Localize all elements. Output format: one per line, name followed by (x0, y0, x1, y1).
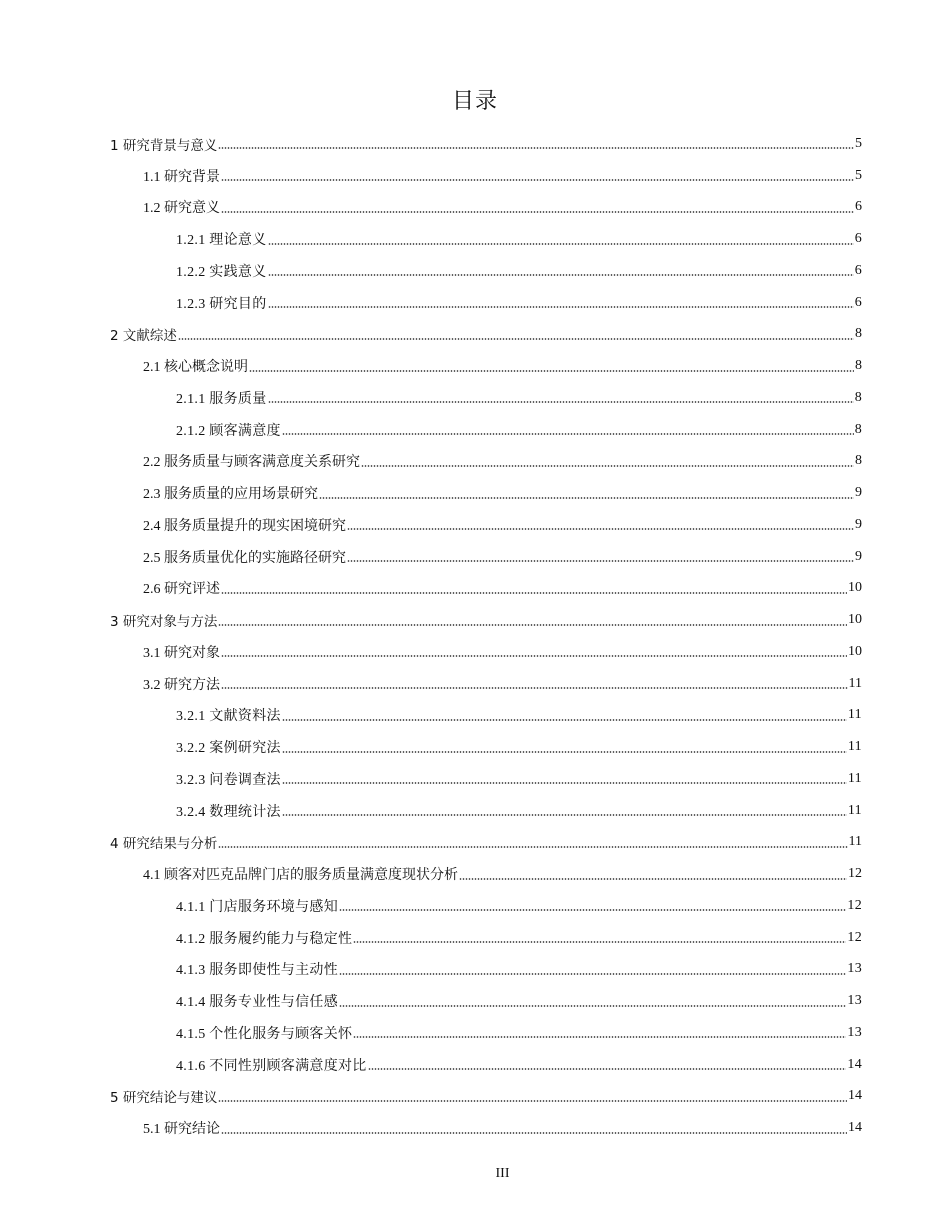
toc-entry-label: 1 研究背景与意义 (110, 137, 218, 154)
toc-entry[interactable] (110, 255, 862, 287)
toc-entry[interactable] (110, 985, 862, 1017)
toc-entry-page: 11 (848, 834, 862, 850)
toc-entry-page: 6 (854, 231, 862, 247)
toc-entry-label: 3.2.4 数理统计法 (176, 804, 281, 820)
page-title: 目录 (451, 89, 498, 114)
dot-leader (282, 814, 847, 816)
toc-entry-label: 1.2.3 研究目的 (176, 296, 267, 312)
toc-entry[interactable] (110, 1081, 862, 1113)
dot-leader (221, 655, 847, 657)
toc-entry-page: 8 (855, 326, 862, 342)
dot-leader (353, 941, 846, 943)
toc-entry-page: 11 (847, 707, 862, 723)
dot-leader (319, 497, 854, 499)
toc-entry-page: 13 (847, 993, 862, 1009)
toc-entry[interactable] (110, 827, 862, 859)
toc-entry[interactable] (110, 414, 862, 446)
dot-leader (218, 846, 847, 848)
dot-leader (353, 1036, 846, 1038)
toc-entry-page: 14 (848, 1120, 862, 1136)
toc-entry-label: 4.1.6 不同性别顾客满意度对比 (176, 1058, 367, 1074)
toc-entry-page: 9 (855, 548, 862, 564)
toc-entry-label: 5 研究结论与建议 (110, 1090, 218, 1107)
toc-entry-page: 6 (854, 262, 862, 278)
dot-leader (268, 401, 854, 403)
dot-leader (347, 560, 854, 562)
toc-entry[interactable] (110, 636, 862, 668)
toc-entry-page: 10 (848, 580, 862, 596)
dot-leader (221, 211, 854, 213)
toc-entry-page: 12 (847, 929, 862, 945)
toc-entry[interactable] (110, 128, 862, 160)
toc-entry-label: 3 研究对象与方法 (110, 614, 218, 631)
dot-leader (221, 592, 847, 594)
toc-entry-label: 1.1 研究背景 (143, 169, 220, 185)
toc-entry-page: 6 (855, 199, 862, 215)
toc-entry-label: 3.1 研究对象 (143, 645, 220, 661)
toc-entry[interactable] (110, 795, 862, 827)
toc-entry-page: 5 (855, 135, 862, 151)
toc-entry-label: 3.2 研究方法 (143, 677, 220, 693)
toc-entry-page: 8 (855, 453, 862, 469)
toc-entry-label: 1.2 研究意义 (143, 201, 220, 217)
toc-entry[interactable] (110, 192, 862, 224)
page-number: III (495, 1166, 510, 1181)
toc-entry[interactable] (110, 1112, 862, 1144)
toc-entry-page: 14 (847, 1056, 862, 1072)
toc-entry-page: 11 (847, 739, 862, 755)
toc-entry-label: 2.4 服务质量提升的现实困境研究 (143, 518, 346, 534)
toc-entry[interactable] (110, 858, 862, 890)
dot-leader (282, 782, 847, 784)
dot-leader (218, 1100, 847, 1102)
toc-entry-label: 4.1.5 个性化服务与顾客关怀 (176, 1026, 353, 1042)
toc-entry[interactable] (110, 763, 862, 795)
toc-entry-page: 10 (848, 612, 862, 628)
toc-entry-page: 11 (847, 770, 862, 786)
toc-entry-label: 4 研究结果与分析 (110, 836, 218, 853)
toc-entry-label: 2.5 服务质量优化的实施路径研究 (143, 550, 346, 566)
dot-leader (221, 179, 854, 181)
dot-leader (218, 624, 847, 626)
dot-leader (249, 370, 854, 372)
dot-leader (282, 433, 854, 435)
dot-leader (339, 1005, 846, 1007)
toc-entry-label: 2.2 服务质量与顾客满意度关系研究 (143, 455, 360, 471)
toc-entry-page: 11 (847, 802, 862, 818)
toc-entry[interactable] (110, 922, 862, 954)
toc-entry[interactable] (110, 319, 862, 351)
toc-entry-label: 2.1 核心概念说明 (143, 360, 248, 376)
toc-entry-page: 13 (847, 961, 862, 977)
toc-entry-page: 5 (855, 167, 862, 183)
toc-entry[interactable] (110, 604, 862, 636)
toc-entry[interactable] (110, 1049, 862, 1081)
toc-entry[interactable] (110, 223, 862, 255)
toc-entry-page: 9 (855, 516, 862, 532)
table-of-contents (110, 128, 862, 1144)
dot-leader (178, 338, 854, 340)
toc-entry-page: 8 (855, 358, 862, 374)
toc-entry-label: 2.6 研究评述 (143, 582, 220, 598)
toc-entry[interactable] (110, 477, 862, 509)
dot-leader (282, 719, 847, 721)
toc-entry[interactable] (110, 731, 862, 763)
toc-entry[interactable] (110, 509, 862, 541)
toc-entry-label: 3.2.3 问卷调查法 (176, 772, 281, 788)
dot-leader (361, 465, 854, 467)
toc-entry[interactable] (110, 668, 862, 700)
dot-leader (221, 1132, 847, 1134)
toc-entry-page: 8 (854, 389, 862, 405)
toc-entry-label: 5.1 研究结论 (143, 1122, 220, 1138)
toc-entry-label: 4.1.3 服务即使性与主动性 (176, 963, 338, 979)
toc-entry[interactable] (110, 446, 862, 478)
toc-entry-label: 4.1.1 门店服务环境与感知 (176, 899, 338, 915)
toc-entry-page: 9 (855, 485, 862, 501)
toc-entry-page: 11 (848, 675, 862, 691)
dot-leader (368, 1068, 847, 1070)
toc-entry[interactable] (110, 382, 862, 414)
dot-leader (282, 751, 847, 753)
toc-entry-page: 14 (848, 1088, 862, 1104)
toc-entry-label: 3.2.2 案例研究法 (176, 741, 281, 757)
toc-entry[interactable] (110, 160, 862, 192)
toc-entry-label: 2 文献综述 (110, 328, 177, 345)
toc-entry-label: 4.1.2 服务履约能力与稳定性 (176, 931, 353, 947)
toc-entry[interactable] (110, 954, 862, 986)
dot-leader (218, 147, 854, 149)
toc-entry[interactable] (110, 700, 862, 732)
toc-entry-page: 12 (847, 897, 862, 913)
dot-leader (339, 973, 846, 975)
toc-entry-label: 2.1.2 顾客满意度 (176, 423, 281, 439)
toc-entry-page: 12 (848, 866, 862, 882)
dot-leader (221, 687, 848, 689)
toc-entry-label: 2.3 服务质量的应用场景研究 (143, 487, 318, 503)
toc-entry-label: 1.2.1 理论意义 (176, 233, 267, 249)
dot-leader (268, 274, 854, 276)
dot-leader (268, 243, 854, 245)
toc-entry[interactable] (110, 350, 862, 382)
dot-leader (339, 909, 846, 911)
toc-entry[interactable] (110, 541, 862, 573)
toc-entry-page: 6 (854, 294, 862, 310)
toc-entry[interactable] (110, 890, 862, 922)
toc-entry-label: 2.1.1 服务质量 (176, 391, 267, 407)
dot-leader (268, 306, 854, 308)
toc-entry-label: 3.2.1 文献资料法 (176, 709, 281, 725)
toc-entry[interactable] (110, 1017, 862, 1049)
toc-entry[interactable] (110, 573, 862, 605)
toc-entry-label: 1.2.2 实践意义 (176, 264, 267, 280)
toc-entry-page: 8 (854, 421, 862, 437)
dot-leader (459, 878, 847, 880)
toc-entry-label: 4.1 顾客对匹克品牌门店的服务质量满意度现状分析 (143, 868, 458, 884)
toc-entry-label: 4.1.4 服务专业性与信任感 (176, 995, 338, 1011)
dot-leader (347, 528, 854, 530)
toc-entry-page: 13 (847, 1024, 862, 1040)
toc-entry[interactable] (110, 287, 862, 319)
toc-entry-page: 10 (848, 643, 862, 659)
